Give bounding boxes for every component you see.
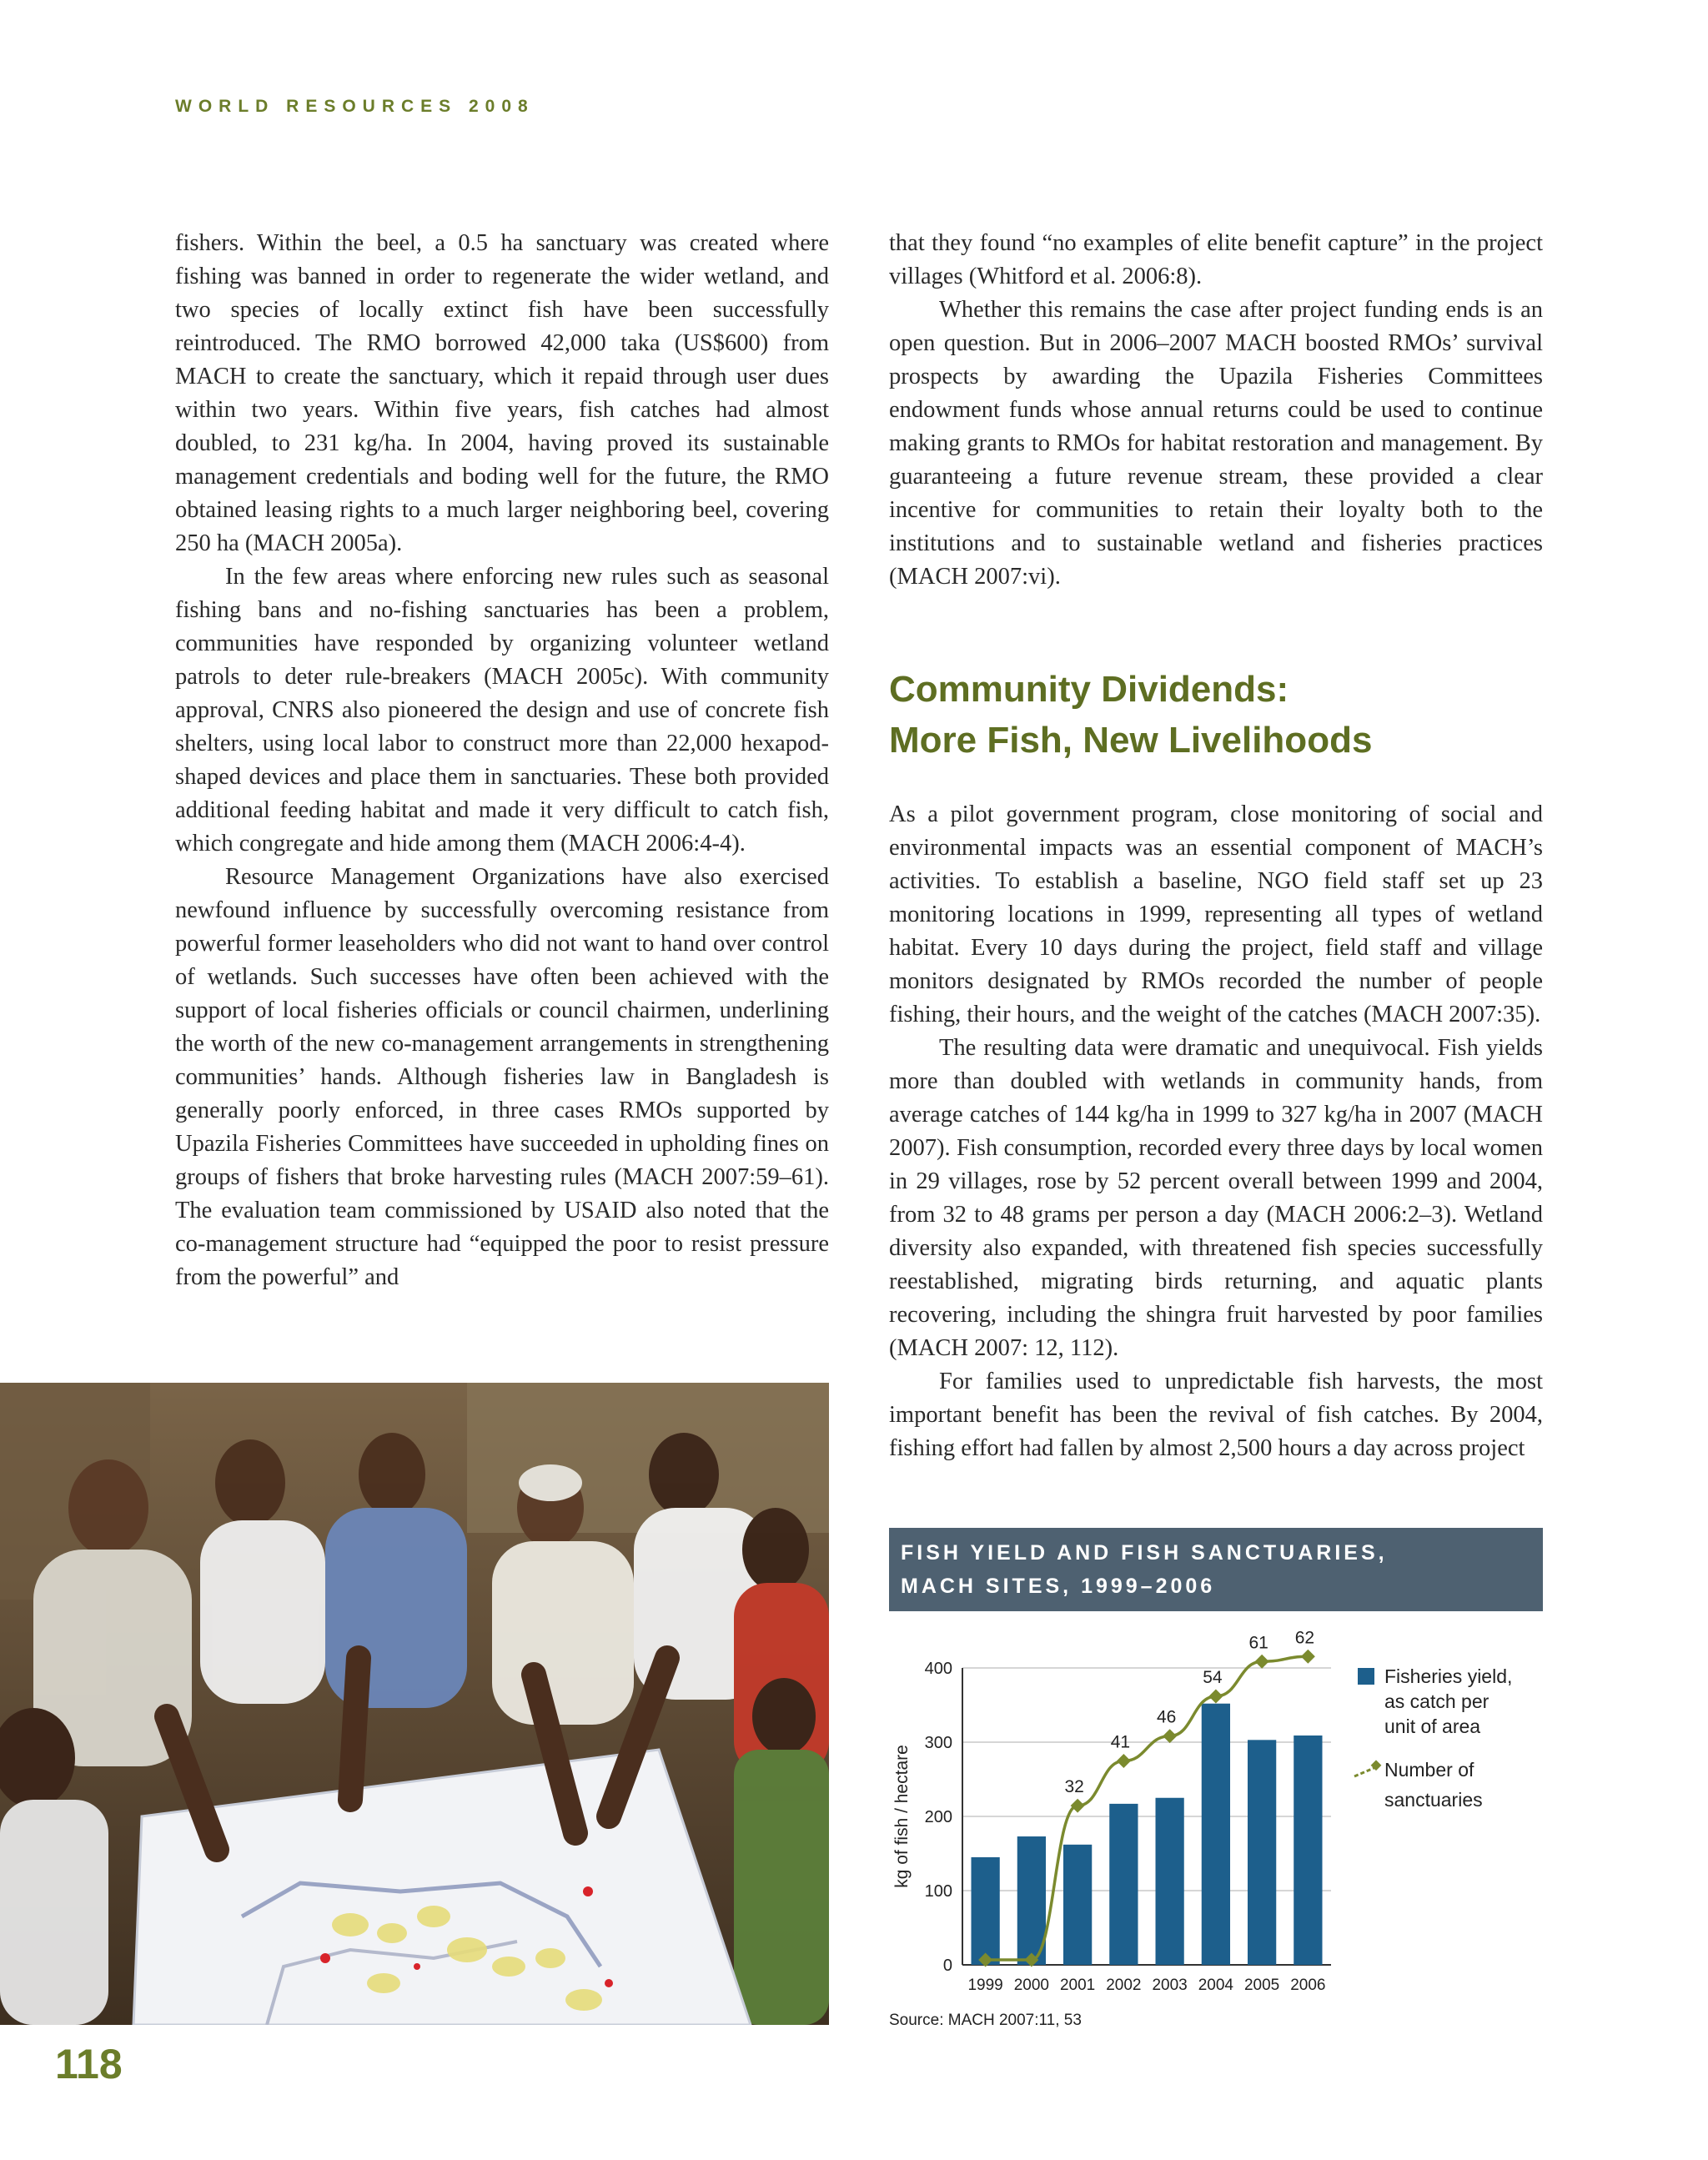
sanctuary-point	[1163, 1729, 1177, 1743]
x-tick-label: 2000	[1013, 1977, 1050, 1994]
legend-swatch-yield	[1358, 1668, 1374, 1685]
right-paragraph-1: that they found “no examples of elite benefit capture” in the project villages (Whitford et al. 2006:8).	[889, 230, 1543, 289]
x-tick-label: 2004	[1198, 1977, 1234, 1994]
chart-source: Source: MACH 2007:11, 53	[889, 2012, 1082, 2029]
page-number: 118	[55, 2041, 123, 2087]
right-paragraph-5: For families used to unpredictable fish harvests, the most important benefit has been the revival of fish catches. By 2004, fishing effort had fallen by almost 2,500 hours a day across project	[889, 1369, 1543, 1461]
right-paragraph-4: The resulting data were dramatic and unequivocal. Fish yields more than doubled with wetlands in community hands, from average catches of 144 kg/ha in 1999 to 327 kg/ha in 2007 (MACH 2007). Fish consumption, recorded every three days by local women in 29 villages, rose by 52 percent overall between 1999 and 2004, from 32 to 48 grams per person a day (MACH 2006:2–3). Wetland diversity also expanded, with threatened fish species successfully reestablished, migrating birds returning, and aquatic plants recovering, including the shingra fruit harvested by poor families (MACH 2007: 12, 112).	[889, 1035, 1543, 1361]
left-paragraph-2: In the few areas where enforcing new rules such as seasonal fishing bans and no-fishing sanctuaries has been a problem, communities have responded by organizing volunteer wetland patrols to deter rule-breakers (MACH 2005c). With community approval, CNRS also pioneered the design and use of concrete fish shelters, using local labor to construct more than 22,000 hexapod-shaped devices and place them in sanctuaries. These both provided additional feeding habitat and made it very difficult to catch fish, which congregate and hide among them (MACH 2006:4-4).	[175, 564, 829, 856]
bar	[971, 1857, 999, 1965]
sanctuary-point-label: 46	[1156, 1707, 1177, 1727]
left-column	[175, 227, 829, 1294]
bar	[1202, 1704, 1230, 1965]
section-heading-line-1: Community Dividends:	[889, 669, 1289, 710]
y-axis-label: kg of fish / hectare	[892, 1745, 912, 1888]
sanctuary-point-label: 54	[1203, 1667, 1223, 1687]
right-paragraph-2: Whether this remains the case after project funding ends is an open question. But in 2006–2007 MACH boosted RMOs’ survival prospects by awarding the Upazila Fisheries Committees endowment funds whose annual returns could be used to continue making grants to RMOs for habitat restoration and management. By guaranteeing a future revenue stream, these provided a clear incentive for communities to retain their loyalty both to the institutions and to sustainable wetland and fisheries practices (MACH 2007:vi).	[889, 297, 1543, 590]
x-tick-label: 2003	[1152, 1977, 1188, 1994]
y-tick-label: 300	[924, 1734, 952, 1752]
sanctuary-point	[1255, 1655, 1269, 1669]
y-tick-label: 0	[942, 1957, 952, 1975]
sanctuary-point	[1208, 1690, 1223, 1704]
chart-title-box	[889, 1528, 1543, 1611]
legend-sanctuaries-text: Number of	[1384, 1759, 1474, 1781]
y-tick-label: 200	[924, 1808, 952, 1826]
bar	[1063, 1845, 1092, 1965]
legend-sanctuaries-text: sanctuaries	[1384, 1789, 1483, 1811]
x-tick-label: 2002	[1106, 1977, 1142, 1994]
bar	[1109, 1804, 1138, 1965]
right-paragraph-3: As a pilot government program, close monitoring of social and environmental impacts was an essential component of MACH’s activities. To establish a baseline, NGO field staff set up 23 monitoring locations in 1999, representing all types of wetland habitat. Every 10 days during the project, field staff and village monitors designated by RMOs recorded the number of people fishing, their hours, and the weight of the catches (MACH 2007:35).	[889, 801, 1543, 1027]
legend-yield-text: as catch per	[1384, 1690, 1489, 1712]
sanctuary-point-label: 62	[1294, 1628, 1315, 1648]
chart-title	[901, 1536, 1535, 1603]
right-column-bottom	[889, 798, 1543, 1465]
x-tick-label: 1999	[967, 1977, 1003, 1994]
y-tick-label: 100	[924, 1882, 952, 1901]
bar	[1294, 1736, 1322, 1965]
sanctuary-point	[1071, 1799, 1085, 1813]
legend-marker-sanctuaries	[1371, 1760, 1382, 1771]
bar	[1248, 1740, 1276, 1965]
left-paragraph-3: Resource Management Organizations have also exercised newfound influence by successfully overcoming resistance from powerful former leaseholders who did not want to hand over control of wetlands. Such successes have often been achieved with the support of local fisheries officials or council chairmen, underlining the worth of the new co-management arrangements in strengthening communities’ hands. Although fisheries law in Bangladesh is generally poorly enforced, in three cases RMOs supported by Upazila Fisheries Committees have succeeded in upholding fines on groups of fishers that broke harvesting rules (MACH 2007:59–61). The evaluation team commissioned by USAID also noted that the co-management structure had “equipped the poor to resist pressure from the powerful” and	[175, 864, 829, 1290]
photo-men-examining-map	[0, 1383, 829, 2025]
sanctuary-point-label: 41	[1110, 1732, 1131, 1752]
sanctuary-point	[1117, 1754, 1131, 1768]
fish-yield-chart	[889, 1618, 1543, 2010]
left-paragraph-1: fishers. Within the beel, a 0.5 ha sanctuary was created where fishing was banned in order to regenerate the wider wetland, and two species of locally extinct fish have been successfully reintroduced. The RMO borrowed 42,000 taka (US$600) from MACH to create the sanctuary, which it repaid through user dues within two years. Within five years, fish catches had almost doubled, to 231 kg/ha. In 2004, having proved its sustainable management credentials and boding well for the future, the RMO obtained leasing rights to a much larger neighboring beel, covering 250 ha (MACH 2005a).	[175, 230, 829, 556]
x-tick-label: 2001	[1059, 1977, 1096, 1994]
sanctuary-point	[1301, 1650, 1315, 1664]
right-column-top	[889, 227, 1543, 594]
section-heading-line-2: More Fish, New Livelihoods	[889, 720, 1373, 761]
bar	[1155, 1798, 1183, 1965]
sanctuary-point-label: 61	[1248, 1633, 1268, 1653]
x-tick-label: 2005	[1243, 1977, 1280, 1994]
chart-title-line-1: FISH YIELD AND FISH SANCTUARIES,	[901, 1541, 1388, 1565]
photo-illustration	[0, 1383, 829, 2025]
section-heading	[889, 664, 1543, 766]
x-tick-label: 2006	[1290, 1977, 1326, 1994]
chart-title-line-2: MACH SITES, 1999–2006	[901, 1575, 1216, 1598]
y-tick-label: 400	[924, 1660, 952, 1678]
sanctuary-point-label: 32	[1064, 1777, 1084, 1797]
legend-yield-text: Fisheries yield,	[1384, 1665, 1513, 1687]
running-head: WORLD RESOURCES 2008	[175, 97, 535, 116]
legend-yield-text: unit of area	[1384, 1715, 1481, 1737]
